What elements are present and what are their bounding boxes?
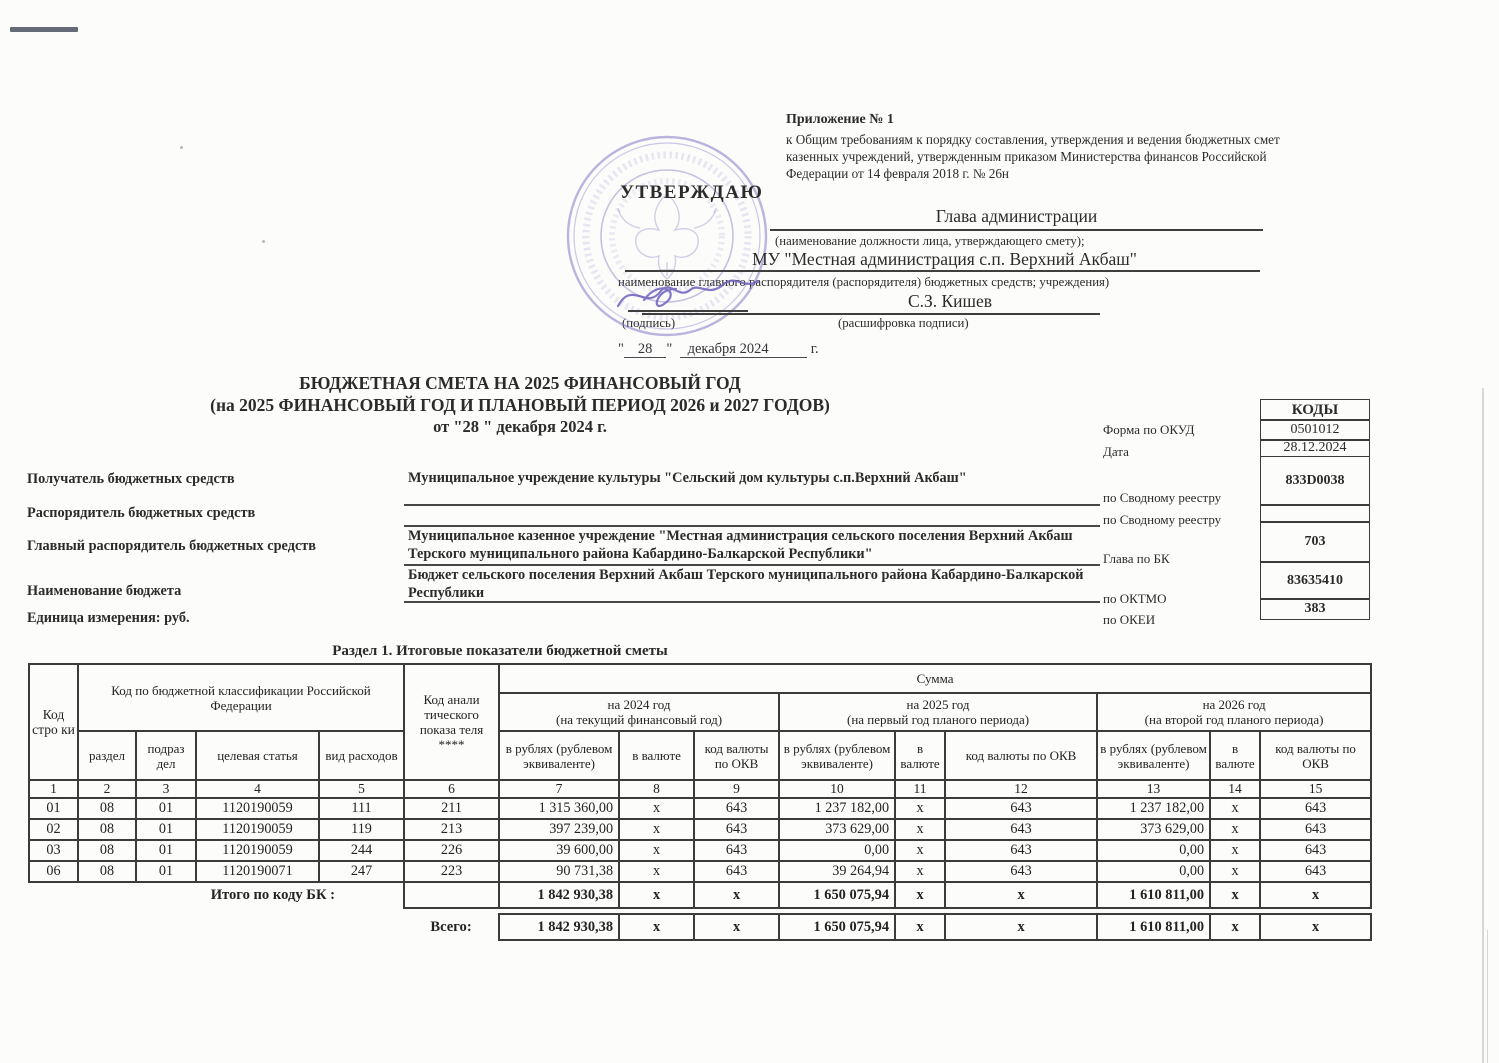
header-code-line: Код стро ки bbox=[29, 664, 78, 780]
table-cell: x bbox=[619, 798, 694, 819]
table-cell: 226 bbox=[404, 840, 499, 861]
codes-box bbox=[1260, 399, 1370, 620]
codes-label-date: Дата bbox=[1103, 444, 1129, 459]
header-rubles-2026: в рублях (рублевом эквиваленте) bbox=[1097, 731, 1210, 780]
total-cell: 1 842 930,38 bbox=[499, 914, 619, 940]
codes-label-okei: по ОКЕИ bbox=[1103, 612, 1156, 627]
approval-date-month-year: декабря 2024 bbox=[680, 341, 777, 358]
codes-label-okud: Форма по ОКУД bbox=[1103, 422, 1195, 437]
requisite-rule bbox=[404, 525, 1100, 527]
table-cell: x bbox=[1210, 861, 1260, 882]
table-cell: 08 bbox=[78, 798, 136, 819]
year-subtitle: (на первый год планого периода) bbox=[847, 712, 1030, 727]
table-cell: 111 bbox=[319, 798, 404, 819]
table-cell: 211 bbox=[404, 798, 499, 819]
table-cell: 01 bbox=[136, 840, 196, 861]
totals-bk-empty-cell bbox=[404, 882, 499, 908]
scan-artifact-bar bbox=[10, 27, 78, 32]
total-cell: x bbox=[1210, 882, 1260, 908]
approver-organization: МУ "Местная администрация с.п. Верхний Акбаш" bbox=[752, 249, 1137, 269]
table-cell: 643 bbox=[694, 840, 779, 861]
quote-mark: " bbox=[666, 341, 673, 357]
column-number-cell: 14 bbox=[1210, 780, 1260, 798]
column-numbers-row bbox=[29, 780, 1371, 798]
header-okv-2026: код валюты по ОКВ bbox=[1260, 731, 1371, 780]
scan-edge-line bbox=[1482, 388, 1484, 1063]
appendix-note bbox=[786, 111, 1361, 182]
column-number-cell: 8 bbox=[619, 780, 694, 798]
appendix-line: к Общим требованиям к порядку составления, утверждения и ведения бюджетных смет bbox=[786, 132, 1280, 147]
header-okv-2025: код валюты по ОКВ bbox=[945, 731, 1097, 780]
chief-manager-value: Муниципальное казенное учреждение "Местная администрация сельского поселения Верхний Акбаш Терского муниципального района Кабардино-Балкарской Республики" bbox=[408, 528, 1073, 562]
signer-name: С.З. Кишев bbox=[907, 291, 993, 311]
appendix-number: Приложение № 1 bbox=[786, 112, 894, 127]
table-cell: 1 237 182,00 bbox=[779, 798, 895, 819]
header-rubles-2025: в рублях (рублевом эквиваленте) bbox=[779, 731, 895, 780]
requisite-rule bbox=[404, 564, 1100, 566]
table-cell: 213 bbox=[404, 819, 499, 840]
table-cell: 1120190059 bbox=[196, 819, 319, 840]
table-cell: 244 bbox=[319, 840, 404, 861]
approver-position: Глава администрации bbox=[935, 206, 1098, 226]
table-cell: 08 bbox=[78, 840, 136, 861]
table-cell: 0,00 bbox=[1097, 861, 1210, 882]
appendix-line: казенных учреждений, утвержденным приказом Министерства финансов Российской bbox=[786, 149, 1267, 164]
total-cell: x bbox=[895, 914, 945, 940]
column-number-cell: 7 bbox=[499, 780, 619, 798]
column-number-cell: 4 bbox=[196, 780, 319, 798]
table-cell: 643 bbox=[1260, 861, 1371, 882]
scan-edge-line-2 bbox=[1487, 930, 1488, 1063]
section1-title: Раздел 1. Итоговые показатели бюджетной сметы bbox=[332, 643, 668, 659]
table-cell: 223 bbox=[404, 861, 499, 882]
header-rubles-2024: в рублях (рублевом эквиваленте) bbox=[499, 731, 619, 780]
total-cell: 1 610 811,00 bbox=[1097, 882, 1210, 908]
organization-caption: наименование главного распорядителя (распорядителя) бюджетных средств; учреждения) bbox=[618, 275, 1110, 289]
total-cell: x bbox=[1210, 914, 1260, 940]
column-number-cell: 10 bbox=[779, 780, 895, 798]
column-number-cell: 2 bbox=[78, 780, 136, 798]
table-cell: 643 bbox=[694, 819, 779, 840]
table-cell: x bbox=[619, 861, 694, 882]
header-razdel: раздел bbox=[78, 731, 136, 780]
table-cell: 643 bbox=[694, 861, 779, 882]
total-cell: 1 650 075,94 bbox=[779, 914, 895, 940]
table-cell: 02 bbox=[29, 819, 78, 840]
table-cell: 1 315 360,00 bbox=[499, 798, 619, 819]
table-cell: 397 239,00 bbox=[499, 819, 619, 840]
header-currency-2024: в валюте bbox=[619, 731, 694, 780]
table-cell: 247 bbox=[319, 861, 404, 882]
table-totals bbox=[29, 882, 1371, 940]
column-number-cell: 13 bbox=[1097, 780, 1210, 798]
year-title: на 2024 год bbox=[607, 697, 671, 712]
table-cell: 643 bbox=[1260, 840, 1371, 861]
totals-all-spacer bbox=[29, 914, 404, 940]
table-cell: 1120190059 bbox=[196, 840, 319, 861]
totals-bk-row bbox=[29, 882, 1371, 908]
header-okv-2024: код валюты по ОКВ bbox=[694, 731, 779, 780]
manager-label: Распорядитель бюджетных средств bbox=[27, 505, 256, 521]
total-cell: x bbox=[945, 914, 1097, 940]
table-cell: 643 bbox=[945, 819, 1097, 840]
table-cell: 01 bbox=[136, 798, 196, 819]
header-kbk: Код по бюджетной классификации Российской Федерации bbox=[78, 664, 404, 731]
column-number-cell: 11 bbox=[895, 780, 945, 798]
requisite-rule bbox=[404, 601, 1100, 603]
table-cell: x bbox=[619, 840, 694, 861]
table-row bbox=[29, 840, 1371, 861]
total-cell: 1 842 930,38 bbox=[499, 882, 619, 908]
column-number-cell: 12 bbox=[945, 780, 1097, 798]
header-analytic-code: Код анали тического показа теля **** bbox=[404, 664, 499, 780]
quote-mark: " bbox=[618, 341, 624, 357]
column-number-cell: 5 bbox=[319, 780, 404, 798]
column-number-cell: 9 bbox=[694, 780, 779, 798]
codes-value-oktmo: 83635410 bbox=[1260, 561, 1370, 600]
table-cell: 643 bbox=[945, 798, 1097, 819]
table-cell: 643 bbox=[1260, 798, 1371, 819]
codes-label-registry-2: по Сводному реестру bbox=[1103, 512, 1222, 527]
header-year-2025 bbox=[779, 693, 1097, 731]
header-year-2024 bbox=[499, 693, 779, 731]
header-currency-2026: в валюте bbox=[1210, 731, 1260, 780]
table-cell: 643 bbox=[694, 798, 779, 819]
sign-caption: (подпись) bbox=[622, 316, 676, 330]
table-row bbox=[29, 861, 1371, 882]
table-cell: x bbox=[1210, 819, 1260, 840]
codes-value-bk-chapter: 703 bbox=[1260, 521, 1370, 563]
approval-date bbox=[618, 341, 819, 358]
summary-table-wrap bbox=[28, 663, 1372, 941]
totals-all-row bbox=[29, 914, 1371, 940]
table-cell: x bbox=[619, 819, 694, 840]
table-cell: 0,00 bbox=[779, 840, 895, 861]
requisite-rule bbox=[404, 504, 1100, 506]
document-title bbox=[150, 372, 890, 438]
budget-name-label: Наименование бюджета bbox=[27, 583, 182, 599]
column-number-cell: 15 bbox=[1260, 780, 1371, 798]
table-cell: x bbox=[1210, 798, 1260, 819]
total-cell: x bbox=[945, 882, 1097, 908]
table-cell: x bbox=[895, 861, 945, 882]
total-cell: 1 650 075,94 bbox=[779, 882, 895, 908]
recipient-label: Получатель бюджетных средств bbox=[27, 471, 235, 487]
total-cell: x bbox=[895, 882, 945, 908]
column-number-cell: 6 bbox=[404, 780, 499, 798]
year-title: на 2025 год bbox=[906, 697, 970, 712]
codes-label-bk-chapter: Глава по БК bbox=[1103, 551, 1170, 566]
codes-value-okud: 0501012 bbox=[1260, 419, 1370, 441]
total-cell: x bbox=[1260, 882, 1371, 908]
codes-value-registry-1: 833D0038 bbox=[1260, 456, 1370, 506]
table-cell: x bbox=[895, 798, 945, 819]
codes-value-date: 28.12.2024 bbox=[1260, 439, 1370, 457]
table-cell: 1120190071 bbox=[196, 861, 319, 882]
codes-value-okei: 383 bbox=[1260, 598, 1370, 620]
table-cell: 1120190059 bbox=[196, 798, 319, 819]
appendix-line: Федерации от 14 февраля 2018 г. № 26н bbox=[786, 166, 1009, 181]
total-cell: x bbox=[619, 882, 694, 908]
table-cell: 01 bbox=[136, 861, 196, 882]
signature-ink bbox=[612, 268, 767, 316]
scan-speck bbox=[262, 240, 265, 243]
approval-date-suffix: г. bbox=[810, 341, 819, 357]
approval-date-day: 28 bbox=[624, 341, 667, 358]
approve-word: УТВЕРЖДАЮ bbox=[620, 182, 764, 203]
signature-rule bbox=[770, 229, 1263, 231]
header-year-2026 bbox=[1097, 693, 1371, 731]
table-header bbox=[29, 664, 1371, 798]
table-cell: 643 bbox=[945, 840, 1097, 861]
header-podrazdel: подраз дел bbox=[136, 731, 196, 780]
table-cell: 01 bbox=[136, 819, 196, 840]
table-cell: 0,00 bbox=[1097, 840, 1210, 861]
unit-label: Единица измерения: руб. bbox=[27, 610, 190, 626]
chief-manager-label: Главный распорядитель бюджетных средств bbox=[27, 538, 317, 554]
table-row bbox=[29, 819, 1371, 840]
year-title: на 2026 год bbox=[1202, 697, 1266, 712]
table-cell: x bbox=[895, 840, 945, 861]
table-cell: 08 bbox=[78, 861, 136, 882]
total-cell: x bbox=[619, 914, 694, 940]
totals-all-label: Всего: bbox=[430, 918, 472, 935]
year-subtitle: (на второй год планого периода) bbox=[1144, 712, 1324, 727]
column-number-cell: 3 bbox=[136, 780, 196, 798]
table-cell: 39 264,94 bbox=[779, 861, 895, 882]
table-cell: 39 600,00 bbox=[499, 840, 619, 861]
codes-label-registry-1: по Сводному реестру bbox=[1103, 490, 1222, 505]
year-subtitle: (на текущий финансовый год) bbox=[556, 712, 723, 727]
header-sum: Сумма bbox=[499, 664, 1371, 693]
column-number-cell: 1 bbox=[29, 780, 78, 798]
header-currency-2025: в валюте bbox=[895, 731, 945, 780]
table-cell: 90 731,38 bbox=[499, 861, 619, 882]
table-cell: x bbox=[1210, 840, 1260, 861]
sign-decode-caption: (расшифровка подписи) bbox=[838, 316, 969, 330]
codes-box-header: КОДЫ bbox=[1260, 399, 1370, 421]
title-line-2: (на 2025 ФИНАНСОВЫЙ ГОД И ПЛАНОВЫЙ ПЕРИОД 2026 и 2027 ГОДОВ) bbox=[210, 395, 830, 415]
scan-speck bbox=[180, 146, 183, 149]
total-cell: x bbox=[694, 914, 779, 940]
table-cell: 373 629,00 bbox=[1097, 819, 1210, 840]
table-cell: x bbox=[895, 819, 945, 840]
codes-value-registry-2 bbox=[1260, 504, 1370, 523]
total-cell: 1 610 811,00 bbox=[1097, 914, 1210, 940]
table-cell: 03 bbox=[29, 840, 78, 861]
total-cell: x bbox=[694, 882, 779, 908]
title-line-3: от "28 " декабря 2024 г. bbox=[433, 417, 607, 436]
table-row bbox=[29, 798, 1371, 819]
recipient-value: Муниципальное учреждение культуры "Сельский дом культуры с.п.Верхний Акбаш" bbox=[408, 470, 967, 486]
title-line-1: БЮДЖЕТНАЯ СМЕТА НА 2025 ФИНАНСОВЫЙ ГОД bbox=[299, 373, 741, 393]
budget-name-value: Бюджет сельского поселения Верхний Акбаш Терского муниципального района Кабардино-Балкарской Республики bbox=[408, 567, 1084, 601]
table-cell: 1 237 182,00 bbox=[1097, 798, 1210, 819]
header-target-article: целевая статья bbox=[196, 731, 319, 780]
table-cell: 01 bbox=[29, 798, 78, 819]
codes-label-oktmo: по ОКТМО bbox=[1103, 591, 1167, 606]
header-expense-type: вид расходов bbox=[319, 731, 404, 780]
summary-table bbox=[28, 663, 1372, 941]
totals-bk-label: Итого по коду БК : bbox=[210, 887, 336, 903]
table-body bbox=[29, 798, 1371, 882]
table-cell: 373 629,00 bbox=[779, 819, 895, 840]
date-filler bbox=[777, 341, 808, 358]
table-cell: 119 bbox=[319, 819, 404, 840]
position-caption: (наименование должности лица, утверждающего смету); bbox=[775, 234, 1085, 248]
total-cell: x bbox=[1260, 914, 1371, 940]
table-cell: 08 bbox=[78, 819, 136, 840]
table-cell: 06 bbox=[29, 861, 78, 882]
table-cell: 643 bbox=[1260, 819, 1371, 840]
table-cell: 643 bbox=[945, 861, 1097, 882]
